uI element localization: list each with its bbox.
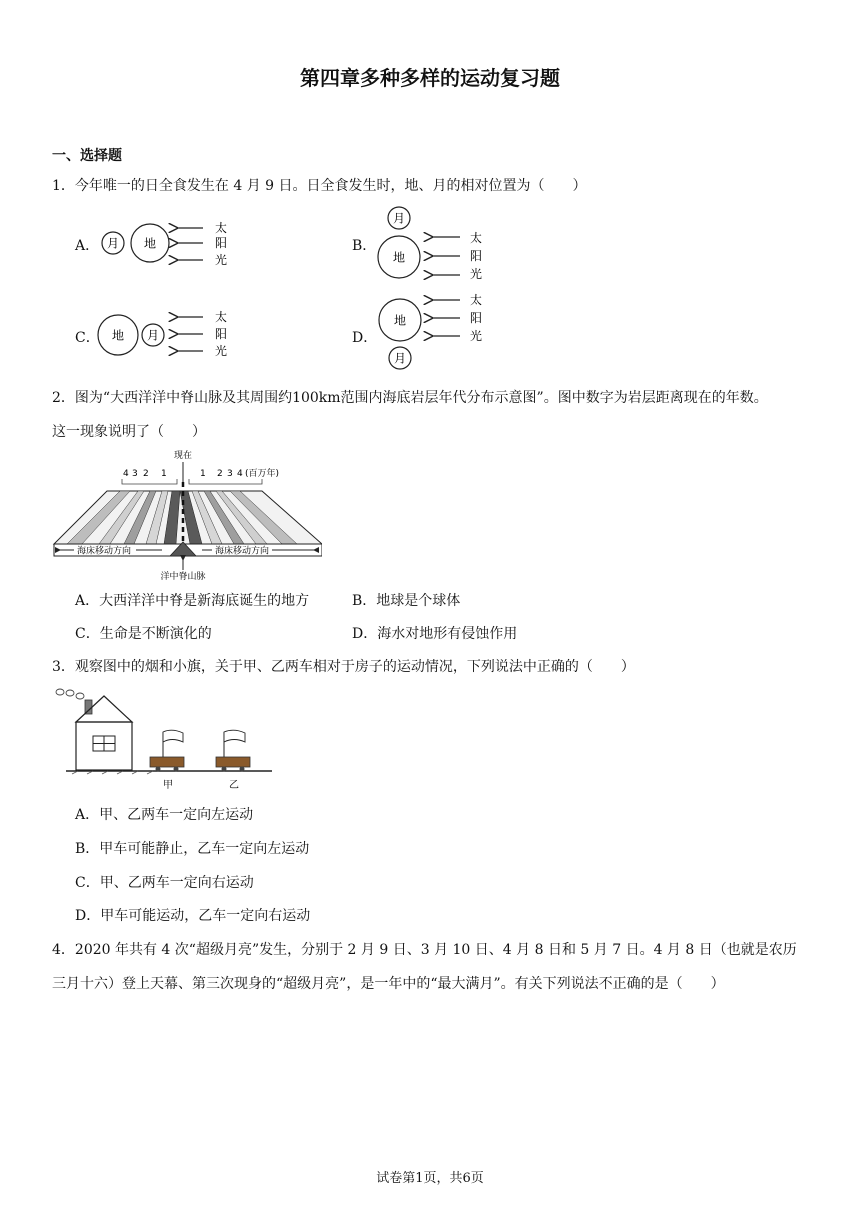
q2-option-d: D．海水对地形有侵蚀作用	[352, 626, 518, 642]
svg-text:光: 光	[470, 329, 483, 343]
svg-text:光: 光	[215, 344, 228, 358]
q2-option-a: A．大西洋洋中脊是新海底诞生的地方	[75, 593, 310, 609]
car-yi-label: 乙	[229, 780, 239, 791]
page-footer: 试卷第1页，共6页	[376, 1171, 484, 1186]
svg-text:地: 地	[393, 313, 407, 328]
svg-text:1: 1	[200, 469, 206, 479]
question-1-stem: 1．今年唯一的日全食发生在 4 月 9 日。日全食发生时，地、月的相对位置为（ ）	[52, 178, 587, 194]
section-heading: 一、选择题	[52, 148, 122, 164]
q1-option-b-diagram	[370, 200, 500, 290]
svg-text:3: 3	[132, 469, 138, 479]
q3-house-cars-diagram	[52, 684, 277, 794]
svg-text:月: 月	[146, 328, 160, 343]
svg-text:3: 3	[227, 469, 233, 479]
q2-seafloor-diagram	[52, 446, 322, 584]
right-direction-label: 海床移动方向	[215, 546, 270, 557]
earth-text: 地	[143, 236, 157, 251]
svg-text:阳: 阳	[470, 311, 483, 325]
sunlight-char: 阳	[215, 236, 228, 250]
left-direction-label: 海床移动方向	[77, 546, 132, 557]
svg-text:月: 月	[392, 211, 406, 226]
question-4-stem-line1: 4．2020 年共有 4 次“超级月亮”发生，分别于 2 月 9 日、3 月 10 日、4 月 8 日和 5 月 7 日。4 月 8 日（也就是农历	[52, 942, 797, 958]
q2-option-b: B．地球是个球体	[352, 593, 461, 609]
q1-option-d-label: D．	[352, 330, 378, 346]
question-2-stem-line1: 2．图为“大西洋洋中脊山脉及其周围约100km范围内海底岩层年代分布示意图”。图中数字为岩层距离现在的年数。	[52, 390, 768, 406]
q1-option-a-diagram	[95, 210, 245, 270]
q2-option-c: C．生命是不断演化的	[75, 626, 212, 642]
now-label: 现在	[173, 451, 193, 461]
q1-option-a-label: A．	[75, 238, 100, 254]
sunlight-char: 太	[215, 221, 228, 235]
question-4-stem-line2: 三月十六）登上天幕、第三次现身的“超级月亮”，是一年中的“最大满月”。有关下列说法不正确的是（ ）	[52, 976, 725, 992]
svg-text:太: 太	[470, 231, 483, 245]
svg-text:(百万年): (百万年)	[245, 469, 280, 479]
svg-text:2: 2	[217, 469, 223, 479]
sunlight-char: 光	[215, 253, 228, 267]
q3-option-a: A．甲、乙两车一定向左运动	[75, 807, 254, 823]
svg-text:太: 太	[215, 310, 228, 324]
svg-text:地: 地	[392, 250, 406, 265]
question-2-stem-line2: 这一现象说明了（ ）	[52, 424, 206, 440]
q3-option-b: B．甲车可能静止，乙车一定向左运动	[75, 841, 310, 857]
q1-option-c-diagram	[95, 300, 245, 365]
svg-text:1: 1	[161, 469, 167, 479]
svg-text:地: 地	[111, 328, 125, 343]
q1-option-b-label: B．	[352, 238, 377, 254]
ridge-label: 洋中脊山脉	[160, 572, 206, 582]
q1-option-c-label: C．	[75, 330, 100, 346]
svg-text:光: 光	[470, 267, 483, 281]
svg-text:4: 4	[237, 469, 243, 479]
car-jia-label: 甲	[163, 780, 173, 791]
svg-text:阳: 阳	[470, 249, 483, 263]
page-title: 第四章多种多样的运动复习题	[300, 66, 560, 90]
svg-text:阳: 阳	[215, 327, 228, 341]
svg-text:2: 2	[143, 469, 149, 479]
question-3-stem: 3．观察图中的烟和小旗，关于甲、乙两车相对于房子的运动情况，下列说法中正确的（ ）	[52, 659, 635, 675]
q3-option-c: C．甲、乙两车一定向右运动	[75, 875, 254, 891]
svg-text:月: 月	[393, 351, 407, 366]
moon-text: 月	[106, 236, 120, 251]
svg-text:太: 太	[470, 293, 483, 307]
q3-option-d: D．甲车可能运动，乙车一定向右运动	[75, 908, 311, 924]
svg-text:4: 4	[123, 469, 129, 479]
q1-option-d-diagram	[370, 290, 500, 375]
